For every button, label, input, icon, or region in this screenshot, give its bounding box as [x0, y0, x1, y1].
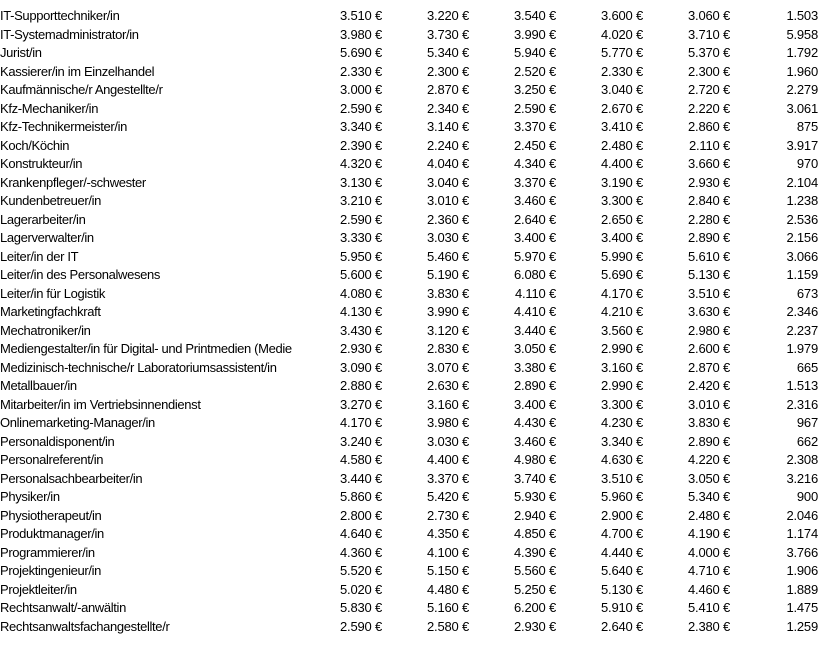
salary-cell-2: 3.030 € — [427, 433, 469, 449]
job-title-cell: Kaufmännische/r Angestellte/r — [0, 82, 163, 97]
salary-cell-1: 4.320 € — [340, 156, 382, 171]
salary-cell-3: 3.440 € — [514, 322, 556, 338]
count-cell: 2.536 — [786, 211, 818, 227]
salary-cell-1: 3.000 € — [340, 82, 382, 97]
salary-cell-1: 2.930 € — [340, 341, 382, 356]
table-row — [0, 285, 818, 304]
job-title-cell: Konstrukteur/in — [0, 156, 83, 171]
salary-cell-4: 3.410 € — [601, 119, 643, 134]
table-row — [0, 433, 818, 452]
salary-cell-5: 2.860 € — [688, 119, 730, 134]
salary-cell-2: 4.040 € — [427, 156, 469, 171]
salary-cell-3: 6.200 € — [514, 600, 556, 615]
salary-cell-5: 3.010 € — [688, 396, 730, 412]
salary-cell-5: 4.000 € — [688, 544, 730, 560]
table-row — [0, 451, 818, 470]
job-title-cell: Koch/Köchin — [0, 137, 70, 153]
count-cell: 1.503 — [786, 8, 818, 23]
salary-cell-2: 3.070 € — [427, 359, 469, 375]
count-cell: 875 — [796, 119, 818, 134]
salary-cell-2: 2.830 € — [427, 341, 469, 356]
salary-cell-5: 3.830 € — [688, 415, 730, 430]
salary-cell-1: 5.520 € — [340, 563, 382, 578]
salary-cell-4: 3.160 € — [601, 359, 643, 375]
count-cell: 3.917 — [786, 137, 818, 153]
job-title-cell: Personalreferent/in — [0, 452, 104, 467]
salary-cell-2: 5.150 € — [427, 563, 469, 578]
salary-cell-5: 2.600 € — [688, 341, 730, 356]
count-cell: 2.308 — [786, 452, 818, 467]
salary-cell-1: 2.800 € — [340, 507, 382, 523]
salary-cell-4: 2.480 € — [601, 137, 643, 153]
salary-cell-2: 3.370 € — [427, 470, 469, 486]
salary-cell-2: 3.990 € — [427, 304, 469, 319]
salary-cell-3: 4.110 € — [514, 285, 556, 301]
salary-cell-1: 2.390 € — [340, 137, 382, 153]
count-cell: 1.979 — [786, 341, 818, 356]
salary-cell-1: 3.440 € — [340, 470, 382, 486]
salary-cell-3: 3.740 € — [514, 470, 556, 486]
salary-cell-5: 2.220 € — [688, 100, 730, 116]
salary-cell-4: 3.510 € — [601, 470, 643, 486]
salary-cell-1: 5.830 € — [340, 600, 382, 615]
salary-cell-3: 2.640 € — [514, 211, 556, 227]
salary-cell-1: 3.980 € — [340, 26, 382, 42]
count-cell: 2.046 — [786, 507, 818, 523]
count-cell: 1.513 — [786, 378, 818, 393]
salary-cell-1: 3.090 € — [340, 359, 382, 375]
table-row — [0, 488, 818, 507]
job-title-cell: Personaldisponent/in — [0, 433, 115, 449]
salary-cell-2: 3.120 € — [427, 322, 469, 338]
salary-cell-3: 2.930 € — [514, 618, 556, 634]
salary-cell-4: 2.990 € — [601, 341, 643, 356]
job-title-cell: Lagerverwalter/in — [0, 230, 94, 245]
table-row — [0, 470, 818, 489]
salary-cell-4: 3.600 € — [601, 8, 643, 23]
count-cell: 2.346 — [786, 304, 818, 319]
table-row — [0, 599, 818, 618]
salary-cell-1: 2.330 € — [340, 63, 382, 79]
salary-cell-4: 5.990 € — [601, 248, 643, 264]
table-row — [0, 544, 818, 563]
salary-cell-5: 5.610 € — [688, 248, 730, 264]
salary-cell-4: 3.400 € — [601, 230, 643, 245]
job-title-cell: Marketingfachkraft — [0, 304, 101, 319]
table-row — [0, 581, 818, 600]
count-cell: 665 — [796, 359, 818, 375]
salary-cell-1: 3.340 € — [340, 119, 382, 134]
table-row — [0, 7, 818, 26]
salary-cell-5: 4.460 € — [688, 581, 730, 597]
salary-cell-2: 5.340 € — [427, 45, 469, 60]
salary-cell-3: 5.940 € — [514, 45, 556, 60]
salary-cell-3: 3.250 € — [514, 82, 556, 97]
salary-cell-3: 3.400 € — [514, 230, 556, 245]
salary-cell-4: 3.560 € — [601, 322, 643, 338]
count-cell: 1.792 — [786, 45, 818, 60]
salary-cell-2: 2.730 € — [427, 507, 469, 523]
count-cell: 1.259 — [786, 618, 818, 634]
salary-cell-2: 3.010 € — [427, 193, 469, 208]
salary-cell-2: 3.140 € — [427, 119, 469, 134]
salary-cell-5: 2.890 € — [688, 433, 730, 449]
count-cell: 2.316 — [786, 396, 818, 412]
salary-cell-2: 5.190 € — [427, 267, 469, 282]
count-cell: 2.104 — [786, 174, 818, 190]
salary-cell-4: 2.330 € — [601, 63, 643, 79]
salary-cell-1: 3.130 € — [340, 174, 382, 190]
job-title-cell: Jurist/in — [0, 45, 42, 60]
salary-cell-5: 3.710 € — [688, 26, 730, 42]
table-body — [0, 7, 818, 636]
job-title-cell: Medizinisch-technische/r Laboratoriumsassistent/in — [0, 359, 277, 375]
salary-cell-1: 3.330 € — [340, 230, 382, 245]
salary-cell-3: 4.340 € — [514, 156, 556, 171]
job-title-cell: Projektingenieur/in — [0, 563, 102, 578]
count-cell: 1.889 — [786, 581, 818, 597]
salary-cell-5: 3.660 € — [688, 156, 730, 171]
salary-cell-3: 2.450 € — [514, 137, 556, 153]
salary-cell-2: 3.220 € — [427, 8, 469, 23]
salary-cell-4: 5.130 € — [601, 581, 643, 597]
table-row — [0, 174, 818, 193]
job-title-cell: Physiker/in — [0, 489, 60, 504]
salary-cell-1: 4.080 € — [340, 285, 382, 301]
salary-cell-1: 3.240 € — [340, 433, 382, 449]
salary-cell-2: 4.350 € — [427, 526, 469, 541]
salary-cell-3: 3.370 € — [514, 119, 556, 134]
salary-cell-3: 2.890 € — [514, 378, 556, 393]
salary-cell-3: 4.980 € — [514, 452, 556, 467]
table-row — [0, 137, 818, 156]
salary-cell-3: 3.380 € — [514, 359, 556, 375]
job-title-cell: Leiter/in für Logistik — [0, 285, 106, 301]
salary-cell-3: 5.970 € — [514, 248, 556, 264]
salary-cell-4: 3.300 € — [601, 396, 643, 412]
salary-cell-3: 6.080 € — [514, 267, 556, 282]
salary-cell-2: 3.830 € — [427, 285, 469, 301]
count-cell: 3.216 — [786, 470, 818, 486]
table-row — [0, 303, 818, 322]
count-cell: 967 — [796, 415, 818, 430]
salary-cell-3: 4.410 € — [514, 304, 556, 319]
table-row — [0, 211, 818, 230]
job-title-cell: Lagerarbeiter/in — [0, 211, 86, 227]
salary-cell-4: 4.400 € — [601, 156, 643, 171]
salary-cell-4: 3.040 € — [601, 82, 643, 97]
table-row — [0, 155, 818, 174]
job-title-cell: Rechtsanwalt/-anwältin — [0, 600, 126, 615]
table-row — [0, 63, 818, 82]
table-row — [0, 359, 818, 378]
table-row — [0, 507, 818, 526]
table-row — [0, 377, 818, 396]
salary-cell-5: 2.110 € — [688, 137, 730, 153]
job-title-cell: Mitarbeiter/in im Vertriebsinnendienst — [0, 396, 201, 412]
count-cell: 900 — [796, 489, 818, 504]
job-title-cell: Rechtsanwaltsfachangestellte/r — [0, 618, 170, 634]
count-cell: 3.766 — [786, 544, 818, 560]
count-cell: 662 — [796, 433, 818, 449]
salary-cell-3: 3.370 € — [514, 174, 556, 190]
salary-cell-5: 5.370 € — [688, 45, 730, 60]
salary-cell-2: 2.870 € — [427, 82, 469, 97]
count-cell: 970 — [796, 156, 818, 171]
salary-cell-2: 5.160 € — [427, 600, 469, 615]
table-row — [0, 618, 818, 637]
salary-cell-5: 4.220 € — [688, 452, 730, 467]
salary-cell-3: 2.590 € — [514, 100, 556, 116]
count-cell: 1.159 — [786, 267, 818, 282]
count-cell: 1.960 — [786, 63, 818, 79]
count-cell: 1.174 — [786, 526, 818, 541]
salary-cell-4: 2.990 € — [601, 378, 643, 393]
count-cell: 5.958 — [786, 26, 818, 42]
salary-cell-2: 3.980 € — [427, 415, 469, 430]
salary-cell-2: 4.480 € — [427, 581, 469, 597]
salary-cell-3: 5.930 € — [514, 489, 556, 504]
salary-cell-2: 3.160 € — [427, 396, 469, 412]
salary-cell-4: 4.630 € — [601, 452, 643, 467]
table-row — [0, 192, 818, 211]
salary-cell-4: 2.670 € — [601, 100, 643, 116]
job-title-cell: Kundenbetreuer/in — [0, 193, 102, 208]
job-title-cell: Personalsachbearbeiter/in — [0, 470, 143, 486]
count-cell: 673 — [796, 285, 818, 301]
salary-cell-4: 3.190 € — [601, 174, 643, 190]
salary-cell-4: 4.700 € — [601, 526, 643, 541]
table-row — [0, 44, 818, 63]
salary-cell-3: 5.560 € — [514, 563, 556, 578]
salary-cell-1: 3.270 € — [340, 396, 382, 412]
salary-cell-2: 2.340 € — [427, 100, 469, 116]
salary-cell-4: 5.690 € — [601, 267, 643, 282]
salary-cell-4: 2.900 € — [601, 507, 643, 523]
salary-cell-1: 2.590 € — [340, 100, 382, 116]
salary-cell-4: 2.640 € — [601, 618, 643, 634]
table-row — [0, 81, 818, 100]
salary-cell-4: 3.300 € — [601, 193, 643, 208]
salary-cell-5: 5.130 € — [688, 267, 730, 282]
table-row — [0, 100, 818, 119]
salary-cell-4: 2.650 € — [601, 211, 643, 227]
job-title-cell: Krankenpfleger/-schwester — [0, 174, 146, 190]
job-title-cell: Leiter/in des Personalwesens — [0, 267, 161, 282]
salary-cell-5: 2.420 € — [688, 378, 730, 393]
salary-cell-1: 2.880 € — [340, 378, 382, 393]
count-cell: 3.066 — [786, 248, 818, 264]
salary-cell-1: 5.950 € — [340, 248, 382, 264]
salary-cell-2: 2.300 € — [427, 63, 469, 79]
job-title-cell: Mediengestalter/in für Digital- und Printmedien (Medie — [0, 341, 292, 356]
table-row — [0, 340, 818, 359]
salary-cell-5: 3.060 € — [688, 8, 730, 23]
job-title-cell: Projektleiter/in — [0, 581, 77, 597]
salary-cell-2: 4.100 € — [427, 544, 469, 560]
salary-cell-5: 2.300 € — [688, 63, 730, 79]
salary-cell-1: 3.510 € — [340, 8, 382, 23]
salary-cell-5: 3.510 € — [688, 285, 730, 301]
salary-cell-3: 3.460 € — [514, 433, 556, 449]
table-row — [0, 26, 818, 45]
salary-cell-4: 5.640 € — [601, 563, 643, 578]
salary-cell-2: 2.240 € — [427, 137, 469, 153]
salary-cell-5: 2.280 € — [688, 211, 730, 227]
salary-cell-1: 4.640 € — [340, 526, 382, 541]
salary-cell-1: 3.430 € — [340, 322, 382, 338]
salary-cell-4: 5.960 € — [601, 489, 643, 504]
salary-cell-3: 4.390 € — [514, 544, 556, 560]
job-title-cell: IT-Supporttechniker/in — [0, 8, 120, 23]
salary-cell-5: 4.190 € — [688, 526, 730, 541]
salary-cell-5: 2.720 € — [688, 82, 730, 97]
salary-cell-5: 2.890 € — [688, 230, 730, 245]
salary-cell-1: 4.170 € — [340, 415, 382, 430]
salary-cell-4: 4.170 € — [601, 285, 643, 301]
salary-cell-5: 5.340 € — [688, 489, 730, 504]
salary-cell-3: 3.400 € — [514, 396, 556, 412]
salary-cell-1: 5.860 € — [340, 489, 382, 504]
salary-cell-5: 2.930 € — [688, 174, 730, 190]
table-row — [0, 248, 818, 267]
salary-cell-5: 2.870 € — [688, 359, 730, 375]
salary-cell-5: 3.630 € — [688, 304, 730, 319]
count-cell: 2.237 — [786, 322, 818, 338]
salary-cell-2: 2.630 € — [427, 378, 469, 393]
salary-cell-5: 2.840 € — [688, 193, 730, 208]
salary-cell-4: 4.020 € — [601, 26, 643, 42]
count-cell: 1.906 — [786, 563, 818, 578]
salary-cell-2: 2.360 € — [427, 211, 469, 227]
table-row — [0, 525, 818, 544]
salary-cell-3: 3.540 € — [514, 8, 556, 23]
salary-cell-1: 2.590 € — [340, 211, 382, 227]
salary-cell-5: 4.710 € — [688, 563, 730, 578]
job-title-cell: Programmierer/in — [0, 544, 95, 560]
salary-cell-1: 5.020 € — [340, 581, 382, 597]
count-cell: 1.238 — [786, 193, 818, 208]
table-row — [0, 266, 818, 285]
job-title-cell: Physiotherapeut/in — [0, 507, 102, 523]
job-title-cell: Leiter/in der IT — [0, 248, 79, 264]
salary-cell-4: 5.770 € — [601, 45, 643, 60]
salary-cell-2: 3.030 € — [427, 230, 469, 245]
salary-cell-1: 2.590 € — [340, 618, 382, 634]
salary-cell-2: 4.400 € — [427, 452, 469, 467]
salary-cell-3: 3.460 € — [514, 193, 556, 208]
job-title-cell: Kassierer/in im Einzelhandel — [0, 63, 155, 79]
salary-cell-3: 4.850 € — [514, 526, 556, 541]
salary-cell-1: 4.580 € — [340, 452, 382, 467]
count-cell: 1.475 — [786, 600, 818, 615]
job-title-cell: Mechatroniker/in — [0, 322, 91, 338]
salary-cell-3: 4.430 € — [514, 415, 556, 430]
salary-cell-4: 3.340 € — [601, 433, 643, 449]
salary-cell-2: 5.420 € — [427, 489, 469, 504]
salary-cell-4: 4.440 € — [601, 544, 643, 560]
salary-cell-5: 2.380 € — [688, 618, 730, 634]
salary-table — [0, 7, 818, 636]
table-row — [0, 396, 818, 415]
table-row — [0, 229, 818, 248]
job-title-cell: Produktmanager/in — [0, 526, 104, 541]
table-row — [0, 322, 818, 341]
salary-cell-2: 5.460 € — [427, 248, 469, 264]
count-cell: 2.279 — [786, 82, 818, 97]
table-row — [0, 118, 818, 137]
table-row — [0, 414, 818, 433]
job-title-cell: Kfz-Technikermeister/in — [0, 119, 128, 134]
salary-cell-5: 2.980 € — [688, 322, 730, 338]
salary-cell-3: 2.940 € — [514, 507, 556, 523]
count-cell: 3.061 — [786, 100, 818, 116]
count-cell: 2.156 — [786, 230, 818, 245]
job-title-cell: IT-Systemadministrator/in — [0, 26, 139, 42]
salary-cell-2: 3.040 € — [427, 174, 469, 190]
job-title-cell: Kfz-Mechaniker/in — [0, 100, 99, 116]
salary-cell-2: 2.580 € — [427, 618, 469, 634]
salary-cell-1: 5.600 € — [340, 267, 382, 282]
salary-cell-1: 4.360 € — [340, 544, 382, 560]
salary-cell-3: 3.990 € — [514, 26, 556, 42]
salary-cell-3: 3.050 € — [514, 341, 556, 356]
salary-cell-4: 4.210 € — [601, 304, 643, 319]
salary-cell-1: 4.130 € — [340, 304, 382, 319]
salary-cell-3: 5.250 € — [514, 581, 556, 597]
salary-cell-2: 3.730 € — [427, 26, 469, 42]
salary-cell-5: 2.480 € — [688, 507, 730, 523]
salary-cell-1: 3.210 € — [340, 193, 382, 208]
salary-cell-5: 3.050 € — [688, 470, 730, 486]
salary-cell-4: 5.910 € — [601, 600, 643, 615]
salary-cell-4: 4.230 € — [601, 415, 643, 430]
table-row — [0, 562, 818, 581]
job-title-cell: Onlinemarketing-Manager/in — [0, 415, 155, 430]
salary-cell-5: 5.410 € — [688, 600, 730, 615]
job-title-cell: Metallbauer/in — [0, 378, 77, 393]
salary-cell-1: 5.690 € — [340, 45, 382, 60]
salary-cell-3: 2.520 € — [514, 63, 556, 79]
